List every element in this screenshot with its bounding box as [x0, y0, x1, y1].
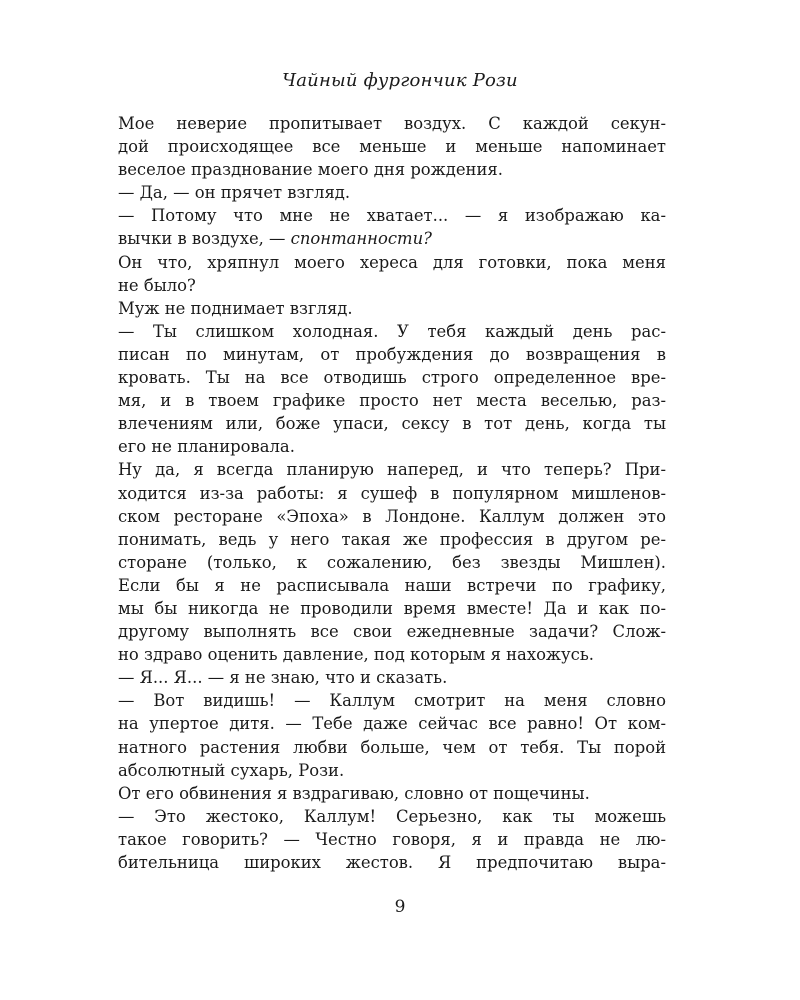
- text-line-content: — Ты слишком холодная. У тебя каждый день рас-: [118, 321, 666, 341]
- text-line-content: такое говорить? — Честно говоря, я и правда не лю-: [118, 829, 666, 849]
- text-line: [118, 805, 666, 828]
- text-line: [118, 643, 666, 666]
- text-line-content: Ну да, я всегда планирую наперед, и что теперь? При-: [118, 460, 666, 480]
- text-line-content: — Это жестоко, Каллум! Серьезно, как ты можешь: [118, 806, 666, 826]
- text-line: [118, 135, 666, 158]
- text-line-content: мя, и в твоем графике просто нет места веселью, раз-: [118, 391, 666, 411]
- text-line: [118, 112, 666, 135]
- text-line-content: не было?: [118, 275, 196, 295]
- text-line-content: его не планировала.: [118, 437, 295, 457]
- text-line-content: ходится из-за работы: я сушеф в популярном мишленов-: [118, 483, 666, 503]
- text-line-content: ском ресторане «Эпоха» в Лондоне. Каллум должен это: [118, 506, 666, 526]
- text-line: [118, 181, 666, 204]
- text-line: [118, 689, 666, 712]
- text-line-content: понимать, ведь у него такая же профессия в другом ре-: [118, 529, 666, 549]
- text-line: [118, 528, 666, 551]
- text-line-content: другому выполнять все свои ежедневные задачи? Слож-: [118, 622, 666, 642]
- text-line-content: веселое празднование моего дня рождения.: [118, 160, 503, 180]
- text-line-content: вычки в воздухе, —: [118, 229, 291, 249]
- text-line: [118, 251, 666, 274]
- text-line: [118, 343, 666, 366]
- text-line-content: — Да, — он прячет взгляд.: [118, 183, 351, 203]
- text-line: [118, 412, 666, 435]
- text-line-content: Мое неверие пропитывает воздух. С каждой секун-: [118, 114, 666, 133]
- text-line: [118, 320, 666, 343]
- text-line: [118, 505, 666, 528]
- text-line-content: бительница широких жестов. Я предпочитаю выра-: [118, 853, 666, 872]
- text-line-content: мы бы никогда не проводили время вместе! Да и как по-: [118, 598, 666, 618]
- text-line-content: дой происходящее все меньше и меньше напоминает: [118, 137, 666, 157]
- text-line: [118, 158, 666, 181]
- body-text: [118, 112, 666, 874]
- page-number: 9: [394, 897, 406, 917]
- text-line: [118, 782, 666, 805]
- text-line: [118, 620, 666, 643]
- text-line-content: Если бы я не расписывала наши встречи по графику,: [118, 575, 666, 595]
- text-line: [118, 712, 666, 735]
- running-head: Чайный фургончик Рози: [282, 70, 518, 91]
- text-line: [118, 574, 666, 597]
- text-line-content: сторане (только, к сожалению, без звезды Мишлен).: [118, 552, 666, 572]
- text-line-content: — Вот видишь! — Каллум смотрит на меня словно: [118, 691, 666, 711]
- italic-emphasis: спонтанности?: [290, 229, 432, 249]
- text-line-content: влечениям или, боже упаси, сексу в тот день, когда ты: [118, 414, 666, 434]
- text-line-content: Муж не поднимает взгляд.: [118, 298, 353, 318]
- text-line: [118, 666, 666, 689]
- text-line: [118, 851, 666, 874]
- text-line: [118, 274, 666, 297]
- text-line-content: на упертое дитя. — Тебе даже сейчас все равно! От ком-: [118, 714, 666, 734]
- text-line-content: натного растения любви больше, чем от тебя. Ты порой: [118, 737, 666, 757]
- text-line-content: — Потому что мне не хватает... — я изображаю ка-: [118, 206, 666, 226]
- text-line: [118, 227, 666, 250]
- text-line-content: кровать. Ты на все отводишь строго определенное вре-: [118, 368, 666, 388]
- text-line: [118, 482, 666, 505]
- text-line: [118, 366, 666, 389]
- text-line: [118, 204, 666, 227]
- text-line: [118, 551, 666, 574]
- text-line-content: абсолютный сухарь, Рози.: [118, 760, 345, 780]
- text-line-content: но здраво оценить давление, под которым я нахожусь.: [118, 645, 594, 665]
- text-line: [118, 736, 666, 759]
- text-line: [118, 597, 666, 620]
- text-line-content: От его обвинения я вздрагиваю, словно от пощечины.: [118, 783, 590, 803]
- text-line: [118, 389, 666, 412]
- text-line: [118, 828, 666, 851]
- text-line: [118, 297, 666, 320]
- text-line: [118, 759, 666, 782]
- text-line: [118, 458, 666, 481]
- text-line-content: писан по минутам, от пробуждения до возвращения в: [118, 344, 666, 364]
- text-line: [118, 435, 666, 458]
- text-line-content: — Я... Я... — я не знаю, что и сказать.: [118, 668, 448, 688]
- text-line-content: Он что, хряпнул моего хереса для готовки, пока меня: [118, 252, 666, 272]
